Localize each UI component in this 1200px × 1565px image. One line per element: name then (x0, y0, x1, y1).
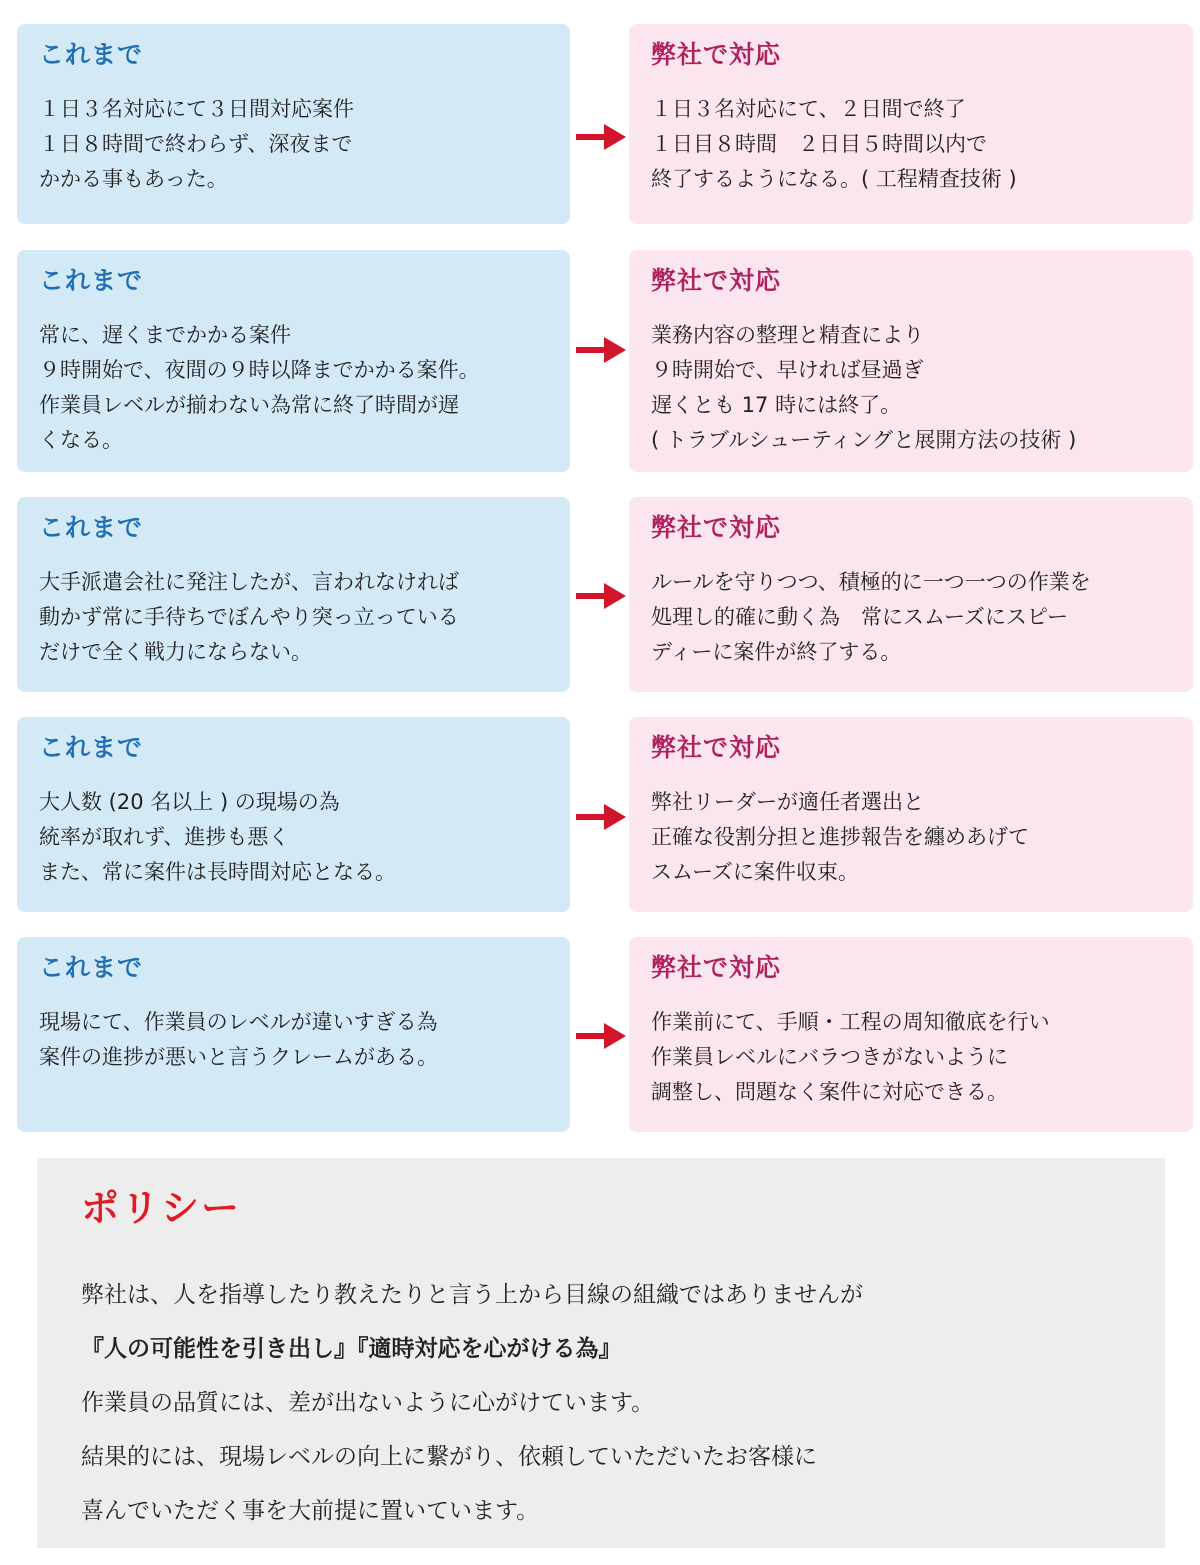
text-line: 作業員レベルにバラつきがないように (651, 1045, 1008, 1069)
text-line: 正確な役割分担と進捗報告を纏めあげて (651, 825, 1029, 849)
after-box (629, 937, 1193, 1132)
comparison-row-3 (0, 497, 1200, 692)
text-line: 遅くとも 17 時には終了。 (651, 393, 902, 417)
policy-line: 作業員の品質には、差が出ないように心がけています。 (81, 1390, 655, 1416)
policy-line: 弊社は、人を指導したり教えたりと言う上から目線の組織ではありませんが (81, 1282, 863, 1308)
text-line: １日３名対応にて３日間対応案件 (39, 97, 354, 121)
arrow-right-icon (576, 1023, 626, 1049)
text-line: 作業前にて、手順・工程の周知徹底を行い (651, 1010, 1050, 1034)
text-line: １日３名対応にて、２日間で終了 (651, 97, 966, 121)
after-title: 弊社で対応 (651, 733, 782, 762)
before-text (39, 785, 548, 890)
text-line: 大人数 (20 名以上 ) の現場の為 (39, 790, 340, 814)
text-line: 終了するようになる。( 工程精査技術 ) (651, 167, 1017, 191)
before-title: これまで (39, 733, 144, 762)
policy-line-emphasis: 『人の可能性を引き出し』『適時対応を心がける為』 (81, 1336, 622, 1362)
before-title: これまで (39, 513, 144, 542)
policy-section (37, 1158, 1165, 1548)
after-box (629, 24, 1193, 224)
text-line: スムーズに案件収束。 (651, 860, 859, 884)
text-line: 業務内容の整理と精査により (651, 323, 924, 347)
after-box (629, 250, 1193, 472)
comparison-row-4 (0, 717, 1200, 912)
text-line: 動かず常に手待ちでぼんやり突っ立っている (39, 605, 459, 629)
after-title: 弊社で対応 (651, 40, 782, 69)
before-box (17, 497, 570, 692)
after-title: 弊社で対応 (651, 513, 782, 542)
policy-text (81, 1268, 1123, 1538)
arrow-right-icon (576, 337, 626, 363)
comparison-row-2 (0, 250, 1200, 472)
text-line: かかる事もあった。 (39, 167, 228, 191)
text-line: １日目８時間 ２日目５時間以内で (651, 132, 987, 156)
comparison-row-5 (0, 937, 1200, 1132)
arrow-right-icon (576, 804, 626, 830)
text-line: 調整し、問題なく案件に対応できる。 (651, 1080, 1008, 1104)
before-box (17, 24, 570, 224)
policy-line: 喜んでいただく事を大前提に置いています。 (81, 1498, 540, 1524)
text-line: また、常に案件は長時間対応となる。 (39, 860, 396, 884)
text-line: １日８時間で終わらず、深夜まで (39, 132, 353, 156)
arrow-right-icon (576, 583, 626, 609)
text-line: 統率が取れず、進捗も悪く (39, 825, 290, 849)
before-title: これまで (39, 40, 144, 69)
before-text (39, 565, 548, 670)
after-text (651, 1005, 1171, 1110)
after-box (629, 717, 1193, 912)
before-text (39, 1005, 548, 1075)
after-text (651, 318, 1171, 458)
text-line: 常に、遅くまでかかる案件 (39, 323, 291, 347)
before-text (39, 92, 548, 197)
policy-line: 結果的には、現場レベルの向上に繋がり、依頼していただいたお客様に (81, 1444, 817, 1470)
before-box (17, 937, 570, 1132)
after-title: 弊社で対応 (651, 266, 782, 295)
text-line: ( トラブルシューティングと展開方法の技術 ) (651, 428, 1077, 452)
text-line: ルールを守りつつ、積極的に一つ一つの作業を (651, 570, 1091, 594)
after-box (629, 497, 1193, 692)
before-title: これまで (39, 953, 144, 982)
policy-title: ポリシー (81, 1186, 242, 1230)
after-text (651, 92, 1171, 197)
text-line: ９時開始で、早ければ昼過ぎ (651, 358, 924, 382)
before-box (17, 250, 570, 472)
text-line: 案件の進捗が悪いと言うクレームがある。 (39, 1045, 438, 1069)
text-line: 現場にて、作業員のレベルが違いすぎる為 (39, 1010, 438, 1034)
text-line: 作業員レベルが揃わない為常に終了時間が遅 (39, 393, 459, 417)
before-box (17, 717, 570, 912)
text-line: 処理し的確に動く為 常にスムーズにスピー (651, 605, 1069, 629)
text-line: 弊社リーダーが適任者選出と (651, 790, 924, 814)
text-line: くなる。 (39, 428, 123, 452)
after-title: 弊社で対応 (651, 953, 782, 982)
text-line: ９時開始で、夜間の９時以降までかかる案件。 (39, 358, 480, 382)
text-line: ディーに案件が終了する。 (651, 640, 902, 664)
text-line: だけで全く戦力にならない。 (39, 640, 312, 664)
before-text (39, 318, 548, 458)
text-line: 大手派遣会社に発注したが、言われなければ (39, 570, 459, 594)
after-text (651, 565, 1171, 670)
before-title: これまで (39, 266, 144, 295)
comparison-row-1 (0, 24, 1200, 224)
arrow-right-icon (576, 124, 626, 150)
after-text (651, 785, 1171, 890)
